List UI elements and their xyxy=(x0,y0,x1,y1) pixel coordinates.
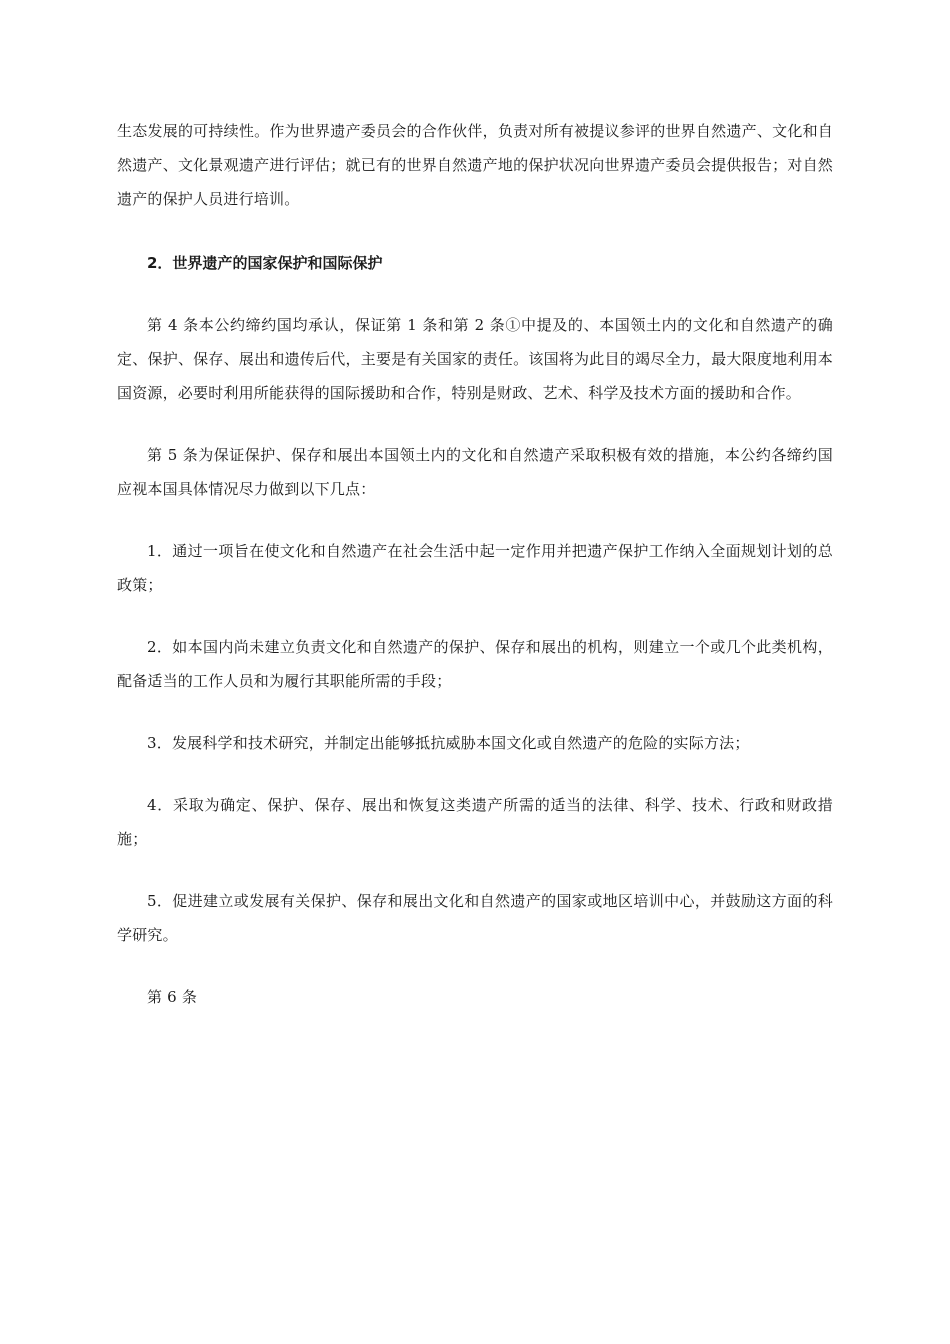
article-4-paragraph: 第 4 条本公约缔约国均承认，保证第 1 条和第 2 条①中提及的、本国领土内的文化和自然遗产的确定、保护、保存、展出和遗传后代，主要是有关国家的责任。该国将为此目的竭尽全力，最大限度地利用本国资源，必要时利用所能获得的国际援助和合作，特别是财政、艺术、科学及技术方面的援助和合作。 xyxy=(117,316,833,402)
list-item-1: 1．通过一项旨在使文化和自然遗产在社会生活中起一定作用并把遗产保护工作纳入全面规划计划的总政策； xyxy=(117,542,833,594)
intro-paragraph: 生态发展的可持续性。作为世界遗产委员会的合作伙伴，负责对所有被提议参评的世界自然遗产、文化和自然遗产、文化景观遗产进行评估；就已有的世界自然遗产地的保护状况向世界遗产委员会提供报告；对自然遗产的保护人员进行培训。 xyxy=(117,122,833,208)
list-item-5: 5．促进建立或发展有关保护、保存和展出文化和自然遗产的国家或地区培训中心，并鼓励这方面的科学研究。 xyxy=(117,892,833,944)
section-heading: 2．世界遗产的国家保护和国际保护 xyxy=(147,254,383,272)
article-5-paragraph: 第 5 条为保证保护、保存和展出本国领土内的文化和自然遗产采取积极有效的措施，本公约各缔约国应视本国具体情况尽力做到以下几点： xyxy=(117,446,833,498)
document-page xyxy=(117,114,833,1014)
list-item-3: 3．发展科学和技术研究，并制定出能够抵抗威胁本国文化或自然遗产的危险的实际方法； xyxy=(147,734,750,752)
list-item-2: 2．如本国内尚未建立负责文化和自然遗产的保护、保存和展出的机构，则建立一个或几个此类机构，配备适当的工作人员和为履行其职能所需的手段； xyxy=(117,638,833,690)
list-item-4: 4．采取为确定、保护、保存、展出和恢复这类遗产所需的适当的法律、科学、技术、行政和财政措施； xyxy=(117,796,833,848)
article-6-heading: 第 6 条 xyxy=(147,988,198,1006)
